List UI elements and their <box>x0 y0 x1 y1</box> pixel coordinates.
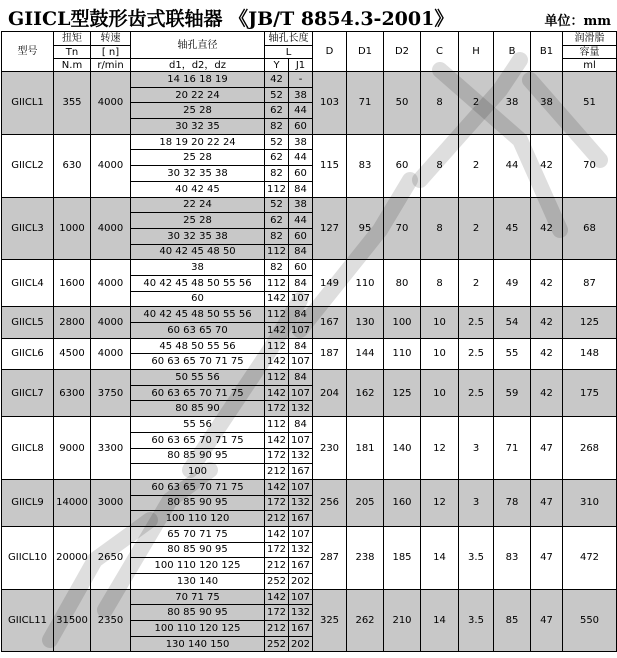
cell-length-Y: 112 <box>265 417 289 433</box>
cell-length-J1: 132 <box>289 495 313 511</box>
cell-h: 2 <box>459 260 494 307</box>
cell-length-J1: 84 <box>289 338 313 354</box>
cell-h: 2.5 <box>459 307 494 338</box>
cell-bore-diameter: 60 63 65 70 71 75 <box>131 354 265 370</box>
cell-d1: 181 <box>347 417 384 480</box>
cell-speed: 3000 <box>91 479 131 526</box>
header-speed: 转速 <box>91 32 131 46</box>
cell-length-Y: 142 <box>265 589 289 605</box>
cell-d: 187 <box>313 338 347 369</box>
cell-d2: 70 <box>384 197 421 260</box>
cell-c: 8 <box>421 72 459 135</box>
cell-bore-diameter: 100 <box>131 464 265 480</box>
header-length-Y: Y <box>265 59 289 72</box>
cell-length-Y: 62 <box>265 213 289 229</box>
cell-bore-diameter: 45 48 50 55 56 <box>131 338 265 354</box>
cell-grease: 472 <box>563 526 617 589</box>
cell-length-J1: 132 <box>289 401 313 417</box>
cell-bore-diameter: 100 110 120 <box>131 511 265 527</box>
cell-d2: 210 <box>384 589 421 652</box>
cell-bore-diameter: 25 28 <box>131 150 265 166</box>
cell-h: 2 <box>459 72 494 135</box>
cell-d1: 110 <box>347 260 384 307</box>
cell-length-Y: 212 <box>265 464 289 480</box>
cell-model: GIICL4 <box>2 260 54 307</box>
cell-length-J1: 44 <box>289 150 313 166</box>
cell-torque: 14000 <box>54 479 91 526</box>
header-torque-unit: Tn <box>54 46 91 59</box>
cell-length-Y: 172 <box>265 448 289 464</box>
table-body <box>2 72 617 652</box>
cell-model: GIICL6 <box>2 338 54 369</box>
cell-length-J1: - <box>289 72 313 88</box>
cell-bore-diameter: 40 42 45 <box>131 181 265 197</box>
cell-c: 10 <box>421 370 459 417</box>
cell-length-Y: 62 <box>265 103 289 119</box>
cell-grease: 268 <box>563 417 617 480</box>
cell-length-Y: 82 <box>265 260 289 276</box>
cell-b: 83 <box>494 526 531 589</box>
cell-d2: 110 <box>384 338 421 369</box>
document-title <box>2 0 615 30</box>
cell-h: 3.5 <box>459 526 494 589</box>
cell-length-Y: 112 <box>265 307 289 323</box>
table-row <box>2 479 617 495</box>
cell-torque: 1600 <box>54 260 91 307</box>
cell-b1: 47 <box>531 417 563 480</box>
cell-h: 3 <box>459 417 494 480</box>
cell-d1: 95 <box>347 197 384 260</box>
cell-d: 204 <box>313 370 347 417</box>
cell-torque: 6300 <box>54 370 91 417</box>
cell-length-J1: 44 <box>289 213 313 229</box>
cell-b1: 47 <box>531 589 563 652</box>
cell-h: 3 <box>459 479 494 526</box>
cell-bore-diameter: 38 <box>131 260 265 276</box>
cell-bore-diameter: 40 42 45 48 50 55 56 <box>131 275 265 291</box>
table-row <box>2 589 617 605</box>
cell-length-Y: 212 <box>265 558 289 574</box>
cell-b: 44 <box>494 134 531 197</box>
cell-bore-diameter: 30 32 35 38 <box>131 166 265 182</box>
cell-length-J1: 60 <box>289 228 313 244</box>
cell-speed: 4000 <box>91 338 131 369</box>
cell-d1: 144 <box>347 338 384 369</box>
cell-bore-diameter: 80 85 90 95 <box>131 448 265 464</box>
cell-b: 49 <box>494 260 531 307</box>
cell-bore-diameter: 100 110 120 125 <box>131 621 265 637</box>
cell-length-Y: 42 <box>265 72 289 88</box>
cell-grease: 125 <box>563 307 617 338</box>
cell-speed: 4000 <box>91 260 131 307</box>
cell-bore-diameter: 20 22 24 <box>131 87 265 103</box>
cell-d: 127 <box>313 197 347 260</box>
cell-length-J1: 107 <box>289 291 313 307</box>
cell-b: 85 <box>494 589 531 652</box>
cell-d: 230 <box>313 417 347 480</box>
cell-model: GIICL5 <box>2 307 54 338</box>
cell-length-Y: 142 <box>265 432 289 448</box>
cell-length-Y: 172 <box>265 542 289 558</box>
cell-bore-diameter: 60 63 65 70 <box>131 323 265 339</box>
cell-d: 256 <box>313 479 347 526</box>
cell-length-Y: 52 <box>265 134 289 150</box>
cell-length-Y: 52 <box>265 197 289 213</box>
cell-length-J1: 167 <box>289 558 313 574</box>
header-torque: 扭矩 <box>54 32 91 46</box>
table-row <box>2 526 617 542</box>
cell-b: 45 <box>494 197 531 260</box>
header-length-L: L <box>265 46 313 59</box>
header-length-J1: J1 <box>289 59 313 72</box>
cell-bore-diameter: 30 32 35 <box>131 119 265 135</box>
cell-speed: 4000 <box>91 197 131 260</box>
cell-bore-diameter: 60 63 65 70 71 75 <box>131 432 265 448</box>
cell-length-Y: 52 <box>265 87 289 103</box>
cell-model: GIICL9 <box>2 479 54 526</box>
cell-bore-diameter: 80 85 90 95 <box>131 542 265 558</box>
cell-bore-diameter: 60 <box>131 291 265 307</box>
cell-bore-diameter: 14 16 18 19 <box>131 72 265 88</box>
cell-length-J1: 167 <box>289 621 313 637</box>
header-D1: D1 <box>347 32 384 72</box>
cell-grease: 175 <box>563 370 617 417</box>
header-torque-unit-2: N.m <box>54 59 91 72</box>
cell-h: 2.5 <box>459 338 494 369</box>
cell-d1: 162 <box>347 370 384 417</box>
cell-c: 14 <box>421 526 459 589</box>
cell-b1: 42 <box>531 134 563 197</box>
cell-length-J1: 84 <box>289 275 313 291</box>
cell-b: 55 <box>494 338 531 369</box>
cell-length-J1: 38 <box>289 197 313 213</box>
cell-length-J1: 202 <box>289 636 313 652</box>
cell-grease: 68 <box>563 197 617 260</box>
cell-length-Y: 172 <box>265 605 289 621</box>
cell-b: 59 <box>494 370 531 417</box>
cell-length-J1: 107 <box>289 479 313 495</box>
cell-length-Y: 212 <box>265 511 289 527</box>
cell-b: 78 <box>494 479 531 526</box>
cell-bore-diameter: 60 63 65 70 71 75 <box>131 385 265 401</box>
cell-c: 14 <box>421 589 459 652</box>
header-bore-sub: d1，d2，dz <box>131 59 265 72</box>
cell-length-Y: 252 <box>265 574 289 590</box>
cell-d: 167 <box>313 307 347 338</box>
header-grease-2: 容量 <box>563 46 617 59</box>
cell-b1: 42 <box>531 197 563 260</box>
cell-h: 3.5 <box>459 589 494 652</box>
cell-grease: 148 <box>563 338 617 369</box>
cell-model: GIICL2 <box>2 134 54 197</box>
cell-d2: 100 <box>384 307 421 338</box>
header-grease: 润滑脂 <box>563 32 617 46</box>
cell-length-J1: 202 <box>289 574 313 590</box>
cell-model: GIICL3 <box>2 197 54 260</box>
cell-bore-diameter: 80 85 90 95 <box>131 495 265 511</box>
cell-d2: 60 <box>384 134 421 197</box>
cell-length-J1: 84 <box>289 417 313 433</box>
cell-bore-diameter: 65 70 71 75 <box>131 526 265 542</box>
title-text: GIICL型鼓形齿式联轴器 《JB/T 8854.3-2001》 <box>8 8 454 30</box>
cell-torque: 1000 <box>54 197 91 260</box>
table-row <box>2 260 617 276</box>
cell-length-Y: 82 <box>265 228 289 244</box>
table-row <box>2 72 617 88</box>
header-B1: B1 <box>531 32 563 72</box>
cell-length-Y: 142 <box>265 291 289 307</box>
cell-d2: 80 <box>384 260 421 307</box>
cell-length-J1: 84 <box>289 370 313 386</box>
cell-bore-diameter: 100 110 120 125 <box>131 558 265 574</box>
cell-d: 287 <box>313 526 347 589</box>
cell-bore-diameter: 130 140 <box>131 574 265 590</box>
cell-length-J1: 107 <box>289 323 313 339</box>
header-speed-unit: [ n] <box>91 46 131 59</box>
cell-bore-diameter: 22 24 <box>131 197 265 213</box>
cell-length-J1: 84 <box>289 181 313 197</box>
table-row <box>2 307 617 323</box>
header-D2: D2 <box>384 32 421 72</box>
header-length: 轴孔长度 <box>265 32 313 46</box>
cell-d: 325 <box>313 589 347 652</box>
cell-length-J1: 132 <box>289 542 313 558</box>
table-header <box>2 32 617 72</box>
cell-c: 8 <box>421 134 459 197</box>
cell-torque: 31500 <box>54 589 91 652</box>
cell-d: 103 <box>313 72 347 135</box>
cell-length-J1: 167 <box>289 464 313 480</box>
cell-length-J1: 107 <box>289 526 313 542</box>
cell-bore-diameter: 50 55 56 <box>131 370 265 386</box>
cell-speed: 2350 <box>91 589 131 652</box>
cell-d1: 262 <box>347 589 384 652</box>
cell-d1: 205 <box>347 479 384 526</box>
cell-speed: 4000 <box>91 307 131 338</box>
cell-speed: 3750 <box>91 370 131 417</box>
cell-d: 115 <box>313 134 347 197</box>
cell-c: 10 <box>421 338 459 369</box>
cell-length-Y: 252 <box>265 636 289 652</box>
coupling-spec-table <box>1 31 617 652</box>
cell-length-Y: 142 <box>265 354 289 370</box>
cell-length-J1: 38 <box>289 134 313 150</box>
cell-length-J1: 84 <box>289 244 313 260</box>
cell-b: 54 <box>494 307 531 338</box>
header-bore: 轴孔直径 <box>131 32 265 59</box>
cell-grease: 51 <box>563 72 617 135</box>
table-row <box>2 370 617 386</box>
table-row <box>2 338 617 354</box>
cell-bore-diameter: 40 42 45 48 50 55 56 <box>131 307 265 323</box>
cell-grease: 87 <box>563 260 617 307</box>
cell-bore-diameter: 30 32 35 38 <box>131 228 265 244</box>
cell-length-Y: 82 <box>265 119 289 135</box>
cell-length-Y: 62 <box>265 150 289 166</box>
cell-d: 149 <box>313 260 347 307</box>
header-model: 型号 <box>2 32 54 72</box>
cell-bore-diameter: 25 28 <box>131 213 265 229</box>
cell-d1: 71 <box>347 72 384 135</box>
cell-bore-diameter: 80 85 90 <box>131 401 265 417</box>
cell-d2: 185 <box>384 526 421 589</box>
header-grease-unit: ml <box>563 59 617 72</box>
cell-model: GIICL8 <box>2 417 54 480</box>
cell-h: 2 <box>459 197 494 260</box>
cell-length-J1: 167 <box>289 511 313 527</box>
cell-bore-diameter: 130 140 150 <box>131 636 265 652</box>
cell-speed: 2650 <box>91 526 131 589</box>
cell-length-J1: 60 <box>289 119 313 135</box>
cell-d1: 238 <box>347 526 384 589</box>
cell-b1: 47 <box>531 479 563 526</box>
cell-model: GIICL11 <box>2 589 54 652</box>
cell-b: 38 <box>494 72 531 135</box>
cell-speed: 4000 <box>91 134 131 197</box>
cell-length-Y: 142 <box>265 323 289 339</box>
cell-length-J1: 84 <box>289 307 313 323</box>
cell-length-Y: 82 <box>265 166 289 182</box>
cell-d2: 125 <box>384 370 421 417</box>
header-H: H <box>459 32 494 72</box>
header-B: B <box>494 32 531 72</box>
cell-speed: 4000 <box>91 72 131 135</box>
header-D: D <box>313 32 347 72</box>
cell-length-Y: 172 <box>265 401 289 417</box>
cell-length-J1: 107 <box>289 432 313 448</box>
cell-d2: 160 <box>384 479 421 526</box>
cell-length-J1: 38 <box>289 87 313 103</box>
cell-d1: 83 <box>347 134 384 197</box>
cell-length-J1: 132 <box>289 448 313 464</box>
cell-c: 8 <box>421 260 459 307</box>
cell-torque: 20000 <box>54 526 91 589</box>
cell-length-Y: 142 <box>265 526 289 542</box>
cell-bore-diameter: 70 71 75 <box>131 589 265 605</box>
cell-bore-diameter: 80 85 90 95 <box>131 605 265 621</box>
cell-d1: 130 <box>347 307 384 338</box>
cell-bore-diameter: 60 63 65 70 71 75 <box>131 479 265 495</box>
table-row <box>2 417 617 433</box>
cell-length-J1: 60 <box>289 166 313 182</box>
cell-h: 2.5 <box>459 370 494 417</box>
cell-grease: 70 <box>563 134 617 197</box>
cell-d2: 140 <box>384 417 421 480</box>
header-C: C <box>421 32 459 72</box>
cell-grease: 310 <box>563 479 617 526</box>
cell-b1: 38 <box>531 72 563 135</box>
cell-length-Y: 212 <box>265 621 289 637</box>
cell-speed: 3300 <box>91 417 131 480</box>
cell-c: 12 <box>421 417 459 480</box>
cell-c: 10 <box>421 307 459 338</box>
header-speed-unit-2: r/min <box>91 59 131 72</box>
cell-length-Y: 112 <box>265 181 289 197</box>
cell-model: GIICL7 <box>2 370 54 417</box>
cell-length-Y: 112 <box>265 338 289 354</box>
cell-length-J1: 44 <box>289 103 313 119</box>
cell-torque: 9000 <box>54 417 91 480</box>
cell-bore-diameter: 18 19 20 22 24 <box>131 134 265 150</box>
cell-b1: 42 <box>531 260 563 307</box>
cell-b1: 47 <box>531 526 563 589</box>
cell-length-J1: 107 <box>289 354 313 370</box>
cell-bore-diameter: 40 42 45 48 50 <box>131 244 265 260</box>
cell-length-Y: 142 <box>265 385 289 401</box>
cell-h: 2 <box>459 134 494 197</box>
cell-c: 8 <box>421 197 459 260</box>
cell-torque: 630 <box>54 134 91 197</box>
cell-length-J1: 107 <box>289 589 313 605</box>
cell-bore-diameter: 25 28 <box>131 103 265 119</box>
cell-length-Y: 172 <box>265 495 289 511</box>
cell-model: GIICL10 <box>2 526 54 589</box>
cell-c: 12 <box>421 479 459 526</box>
cell-length-Y: 112 <box>265 244 289 260</box>
table-row <box>2 134 617 150</box>
cell-torque: 355 <box>54 72 91 135</box>
unit-label: 单位：mm <box>544 14 611 29</box>
cell-b1: 42 <box>531 307 563 338</box>
cell-torque: 4500 <box>54 338 91 369</box>
cell-length-Y: 112 <box>265 275 289 291</box>
cell-length-J1: 60 <box>289 260 313 276</box>
cell-b1: 42 <box>531 338 563 369</box>
cell-torque: 2800 <box>54 307 91 338</box>
cell-b: 71 <box>494 417 531 480</box>
cell-length-Y: 142 <box>265 479 289 495</box>
cell-length-J1: 132 <box>289 605 313 621</box>
cell-b1: 42 <box>531 370 563 417</box>
cell-bore-diameter: 55 56 <box>131 417 265 433</box>
cell-length-Y: 112 <box>265 370 289 386</box>
cell-d2: 50 <box>384 72 421 135</box>
cell-grease: 550 <box>563 589 617 652</box>
table-row <box>2 197 617 213</box>
cell-model: GIICL1 <box>2 72 54 135</box>
cell-length-J1: 107 <box>289 385 313 401</box>
